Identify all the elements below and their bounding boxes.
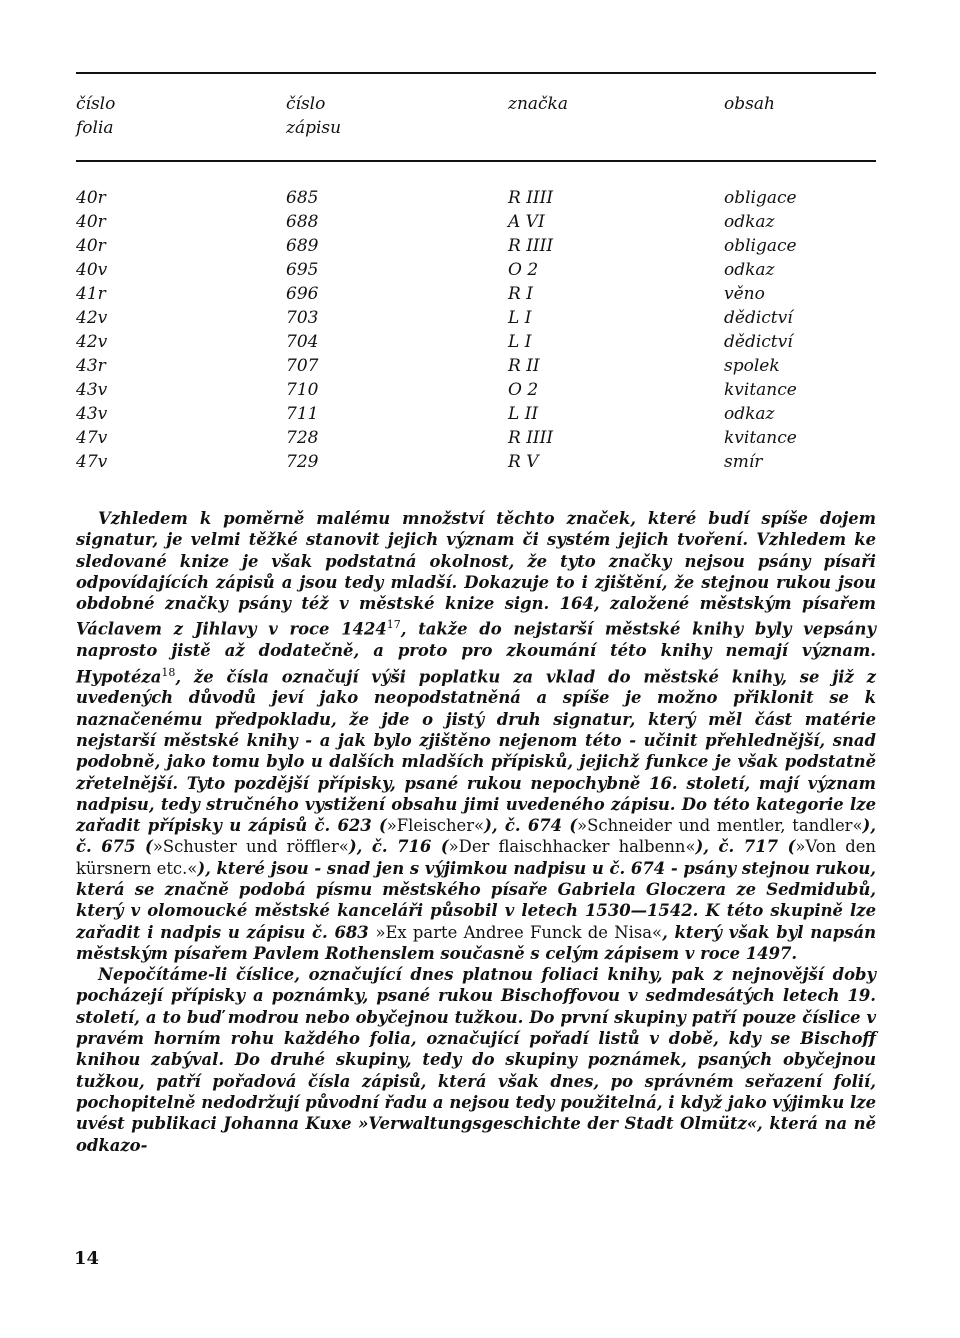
cell-content: odkaz xyxy=(724,212,775,232)
cell-entry: 696 xyxy=(286,284,319,304)
quote: »Schneider und mentler, tandler« xyxy=(577,816,863,836)
cell-mark: R IIII xyxy=(508,236,554,256)
cell-folio: 40r xyxy=(76,236,106,256)
cell-entry: 689 xyxy=(286,236,319,256)
cell-mark: L I xyxy=(508,332,532,352)
cell-mark: O 2 xyxy=(508,380,539,400)
header-col1-line2: folia xyxy=(76,118,114,138)
table-header xyxy=(76,92,876,140)
cell-entry: 711 xyxy=(286,404,319,424)
quote: »Der flaischhacker halbenn« xyxy=(448,837,696,857)
text-run: Nepočítáme-li číslice, označující dnes platnou foliaci knihy, pak z nejnovější doby pocházejí přípisky a poznámky, psané rukou Bischoffovou v sedmdesátých letech 19. století, a to buď modrou nebo obyčejnou tužkou. Do první skupiny patří pouze číslice v pravém horním rohu každého folia, označující pořadí listů v době, kdy se Bischoff knihou zabýval. Do druhé skupiny, tedy do skupiny poznámek, psaných obyčejnou tužkou, patří pořadová čísla zápisů, která však dnes, po správném seřazení folií, pochopitelně nedodržují původní řadu a nejsou tedy použitelná, i když jako výjimku lze uvést publikaci Johanna Kuxe »Verwaltungsgeschichte der Stadt Olmütz«, která na ně odkazo- xyxy=(76,965,876,1155)
text-run: ), č. 674 ( xyxy=(484,816,578,836)
text-run: , že čísla označují výši poplatku za vklad do městské knihy, se již z uvedených důvodů jeví jako neopodstatněná a spíše je možno přiklonit se k naznačenému předpokladu, že jde o jistý druh signatur, který měl část matérie nejstarší městské knihy - a jak bylo zjištěno nejenom této - učinit přehlednější, snad podobně, jako tomu bylo u dalších mladších přípisků, jejichž funkce je však podstatně zřetelnější. Tyto pozdější přípisky, psané rukou nepochybně 16. století, mají význam nadpisu, tedy stručného vystižení obsahu jimi uvedeného zápisu. Do této kategorie lze zařadit přípisky u zápisů č. 623 ( xyxy=(76,667,876,836)
header-col2-line1: číslo xyxy=(286,94,326,114)
text-run: Vzhledem k poměrně malému množství těchto značek, které budí spíše dojem signatur, je velmi těžké stanovit jejich význam či systém jejich tvoření. Vzhledem ke sledované knize je však podstatná okolnost, že tyto značky nejsou psány písaři odpovídajících zápisů a jsou tedy mladší. Dokazuje to i zjištění, že stejnou rukou jsou obdobné značky psány též v městské knize sign. 164, založené městským písařem Václavem z Jihlavy v roce 1424 xyxy=(76,509,876,639)
cell-content: kvitance xyxy=(724,428,797,448)
quote: »Von den kürsnern etc.« xyxy=(76,837,876,878)
cell-entry: 685 xyxy=(286,188,319,208)
table-row xyxy=(76,354,876,378)
table-row xyxy=(76,378,876,402)
cell-folio: 47v xyxy=(76,452,108,472)
cell-entry: 703 xyxy=(286,308,319,328)
cell-folio: 43v xyxy=(76,404,108,424)
table-row xyxy=(76,234,876,258)
cell-mark: R I xyxy=(508,284,533,304)
table-row xyxy=(76,282,876,306)
cell-folio: 40v xyxy=(76,260,108,280)
cell-content: obligace xyxy=(724,236,797,256)
cell-folio: 42v xyxy=(76,308,108,328)
cell-folio: 43r xyxy=(76,356,106,376)
cell-content: obligace xyxy=(724,188,797,208)
cell-content: spolek xyxy=(724,356,780,376)
table-row xyxy=(76,210,876,234)
cell-entry: 728 xyxy=(286,428,319,448)
cell-entry: 704 xyxy=(286,332,319,352)
cell-entry: 688 xyxy=(286,212,319,232)
header-rule xyxy=(76,160,876,162)
table-row xyxy=(76,402,876,426)
text-run: ), které jsou - snad jen s výjimkou nadpisu u č. 674 - psány stejnou rukou, která se značně podobá písmu městského písaře Gabriela Gloczera ze Sedmidubů, který v olomoucké městské kanceláři působil v letech 1530—1542. K této skupině lze zařadit i nadpis u zápisu č. 683 xyxy=(76,858,876,942)
table-row xyxy=(76,330,876,354)
cell-content: odkaz xyxy=(724,260,775,280)
cell-content: smír xyxy=(724,452,763,472)
table-row xyxy=(76,306,876,330)
cell-content: věno xyxy=(724,284,765,304)
cell-folio: 40r xyxy=(76,212,106,232)
footnote-ref-17: 17 xyxy=(386,618,401,632)
header-col4: obsah xyxy=(724,94,775,114)
paragraph-1 xyxy=(76,508,876,964)
cell-mark: O 2 xyxy=(508,260,539,280)
text-run: ), č. 675 ( xyxy=(76,816,876,857)
cell-content: dědictví xyxy=(724,308,793,328)
cell-entry: 729 xyxy=(286,452,319,472)
cell-mark: L I xyxy=(508,308,532,328)
page-number: 14 xyxy=(74,1248,100,1269)
cell-folio: 43v xyxy=(76,380,108,400)
cell-entry: 710 xyxy=(286,380,319,400)
table-row xyxy=(76,450,876,474)
footnote-ref-18: 18 xyxy=(161,665,176,679)
cell-mark: R II xyxy=(508,356,540,376)
text-run: , který však byl napsán městským písařem Pavlem Rothenslem současně s celým zápisem v roce 1497. xyxy=(76,922,876,963)
cell-mark: L II xyxy=(508,404,539,424)
cell-entry: 707 xyxy=(286,356,319,376)
quote: »Schuster und röffler« xyxy=(152,837,349,857)
cell-mark: R V xyxy=(508,452,539,472)
table-row xyxy=(76,426,876,450)
page-content xyxy=(76,72,876,1156)
header-col2-line2: zápisu xyxy=(286,118,342,138)
cell-folio: 42v xyxy=(76,332,108,352)
cell-mark: A VI xyxy=(508,212,545,232)
quote: »Fleischer« xyxy=(386,816,485,836)
cell-mark: R IIII xyxy=(508,188,554,208)
cell-folio: 40r xyxy=(76,188,106,208)
top-rule xyxy=(76,72,876,74)
header-col1-line1: číslo xyxy=(76,94,116,114)
paragraph-2 xyxy=(76,964,876,1156)
cell-folio: 47v xyxy=(76,428,108,448)
cell-mark: R IIII xyxy=(508,428,554,448)
text-run: , takže do nejstarší městské knihy byly vepsány naprosto jistě až dodatečně, a proto pro zkoumání této knihy nemají význam. Hypotéza xyxy=(76,619,876,687)
cell-entry: 695 xyxy=(286,260,319,280)
table-row xyxy=(76,186,876,210)
body-text xyxy=(76,508,876,1156)
table-body xyxy=(76,186,876,474)
text-run: ), č. 717 ( xyxy=(695,837,796,857)
cell-content: dědictví xyxy=(724,332,793,352)
cell-content: odkaz xyxy=(724,404,775,424)
table-row xyxy=(76,258,876,282)
quote: »Ex parte Andree Funck de Nisa« xyxy=(375,922,663,942)
cell-content: kvitance xyxy=(724,380,797,400)
text-run: ), č. 716 ( xyxy=(348,837,449,857)
cell-folio: 41r xyxy=(76,284,106,304)
header-col3: značka xyxy=(508,94,568,114)
